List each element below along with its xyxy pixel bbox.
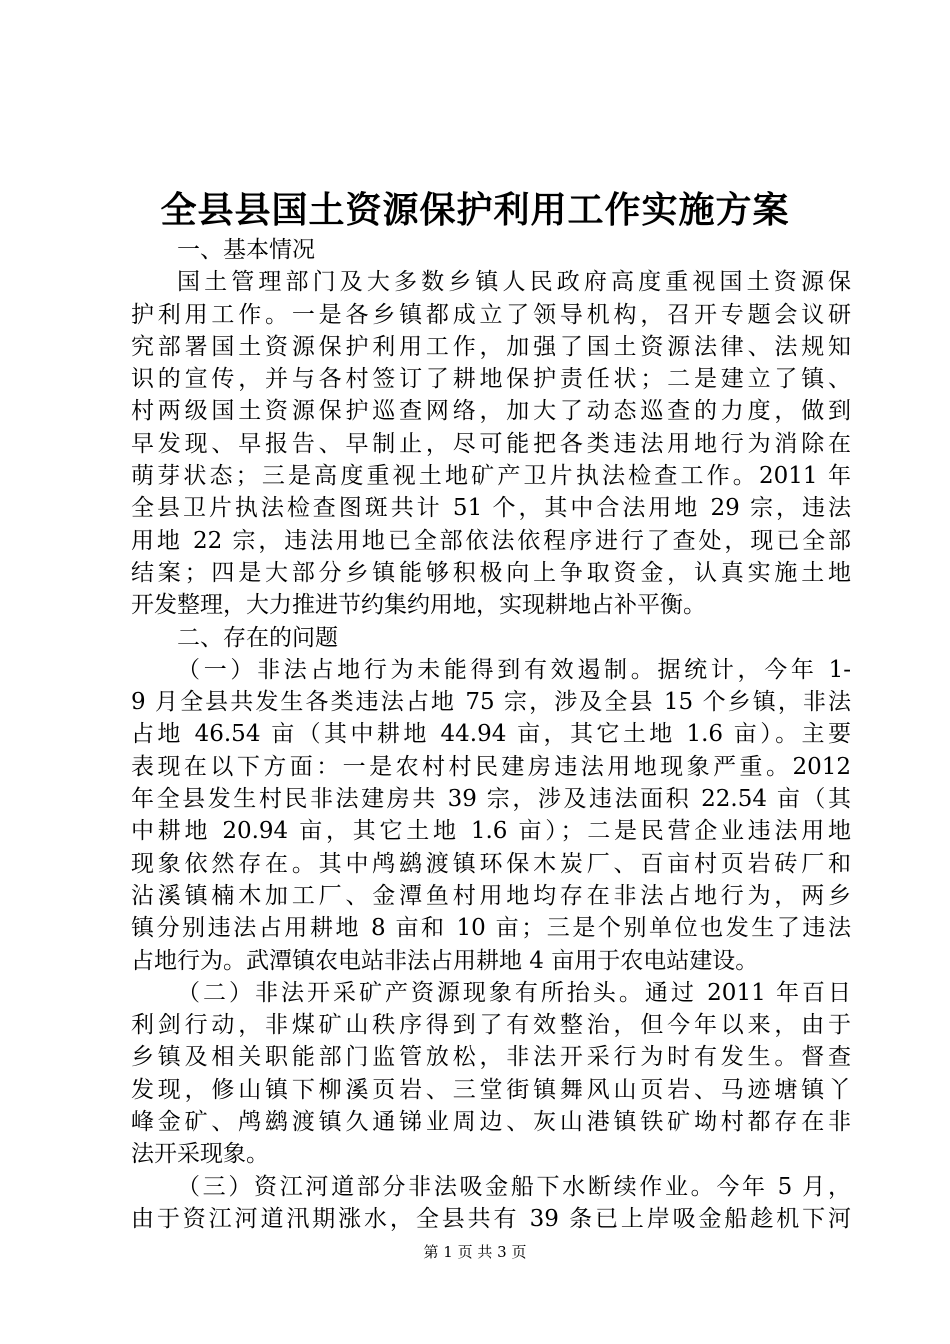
paragraph-line: 法开采现象。: [131, 1141, 269, 1168]
paragraph-line: 年全县发生村民非法建房共 39 宗，涉及违法面积 22.54 亩（其: [131, 786, 851, 813]
paragraph-line: 占地行为。武潭镇农电站非法占用耕地 4 亩用于农电站建设。: [131, 947, 759, 974]
paragraph-line: 沾溪镇楠木加工厂、金潭鱼村用地均存在非法占地行为，两乡: [131, 882, 851, 909]
paragraph-line: 二、存在的问题: [177, 624, 338, 651]
paragraph-line: （一）非法占地行为未能得到有效遏制。据统计，今年 1-: [177, 656, 851, 683]
paragraph-line: 现象依然存在。其中鸬鹚渡镇环保木炭厂、百亩村页岩砖厂和: [131, 850, 851, 877]
document-title: 全县县国土资源保护利用工作实施方案: [160, 189, 790, 231]
paragraph-line: 发现，修山镇下柳溪页岩、三堂街镇舞风山页岩、马迹塘镇丫: [131, 1076, 851, 1103]
document-body: [131, 234, 851, 1235]
page-footer: 第 1 页 共 3 页: [423, 1243, 527, 1261]
paragraph-line: 护利用工作。一是各乡镇都成立了领导机构，召开专题会议研: [131, 301, 851, 328]
paragraph-line: 乡镇及相关职能部门监管放松，非法开采行为时有发生。督查: [131, 1044, 851, 1071]
paragraph-line: 全县卫片执法检查图斑共计 51 个，其中合法用地 29 宗，违法: [131, 495, 851, 522]
paragraph-line: 早发现、早报告、早制止，尽可能把各类违法用地行为消除在: [131, 430, 851, 457]
paragraph-line: 峰金矿、鸬鹚渡镇久通锑业周边、灰山港镇铁矿坳村都存在非: [131, 1109, 851, 1136]
paragraph-line: 究部署国土资源保护利用工作，加强了国土资源法律、法规知: [131, 333, 851, 360]
paragraph-line: （三）资江河道部分非法吸金船下水断续作业。今年 5 月，: [177, 1173, 851, 1200]
paragraph-line: 由于资江河道汛期涨水，全县共有 39 条已上岸吸金船趁机下河: [131, 1205, 851, 1232]
paragraph-line: 用地 22 宗，违法用地已全部依法依程序进行了查处，现已全部: [131, 527, 851, 554]
paragraph-line: 识的宣传，并与各村签订了耕地保护责任状；二是建立了镇、: [131, 366, 851, 393]
paragraph-line: 利剑行动，非煤矿山秩序得到了有效整治，但今年以来，由于: [131, 1012, 851, 1039]
paragraph-line: 表现在以下方面：一是农村村民建房违法用地现象严重。2012: [131, 753, 851, 780]
paragraph-line: 镇分别违法占用耕地 8 亩和 10 亩；三是个别单位也发生了违法: [131, 915, 851, 942]
paragraph-line: 开发整理，大力推进节约集约用地，实现耕地占补平衡。: [131, 592, 706, 619]
paragraph-line: 9 月全县共发生各类违法占地 75 宗，涉及全县 15 个乡镇，非法: [131, 689, 851, 716]
paragraph-line: 村两级国土资源保护巡查网络，加大了动态巡查的力度，做到: [131, 398, 851, 425]
paragraph-line: 萌芽状态；三是高度重视土地矿产卫片执法检查工作。2011 年: [131, 463, 851, 490]
paragraph-line: 结案；四是大部分乡镇能够积极向上争取资金，认真实施土地: [131, 559, 851, 586]
paragraph-line: （二）非法开采矿产资源现象有所抬头。通过 2011 年百日: [177, 979, 851, 1006]
paragraph-line: 国土管理部门及大多数乡镇人民政府高度重视国土资源保: [177, 269, 851, 296]
paragraph-line: 一、基本情况: [177, 237, 315, 263]
paragraph-line: 占地 46.54 亩（其中耕地 44.94 亩，其它土地 1.6 亩）。主要: [131, 721, 851, 748]
paragraph-line: 中耕地 20.94 亩，其它土地 1.6 亩）；二是民营企业违法用地: [131, 818, 851, 845]
